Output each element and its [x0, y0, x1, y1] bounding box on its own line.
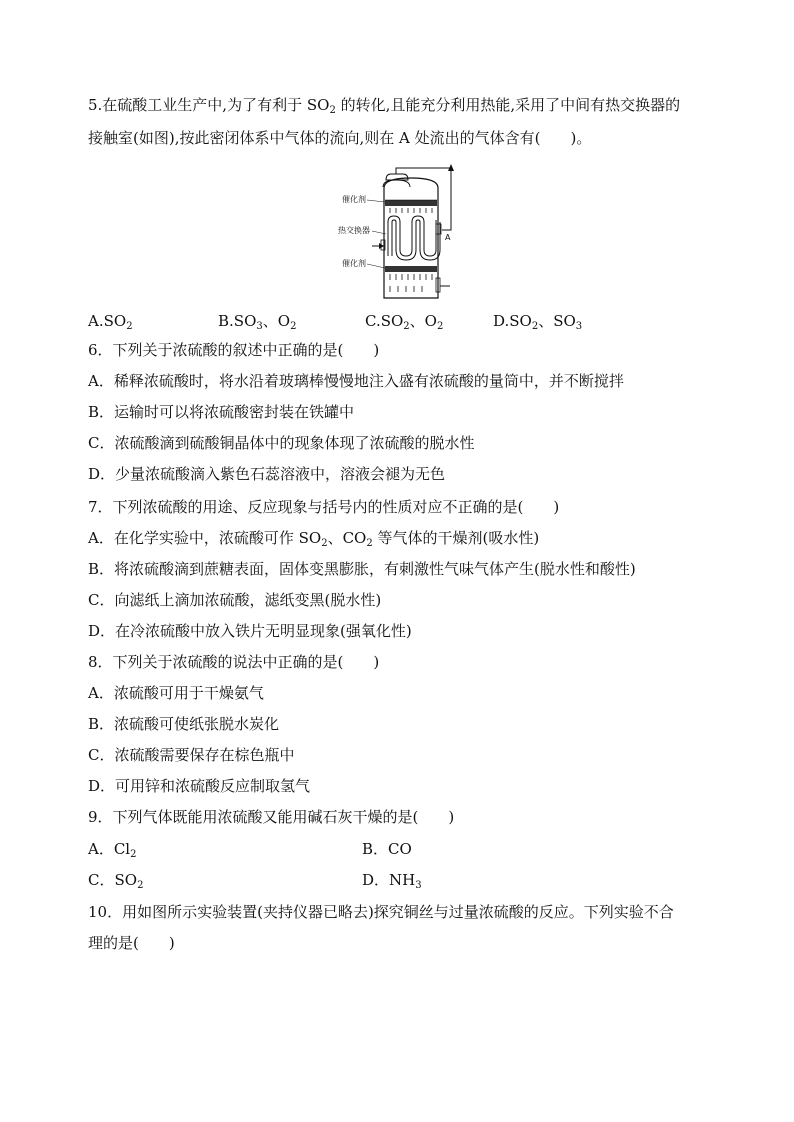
flow-arrows-bottom [390, 274, 432, 292]
q9-option-c[interactable]: C．$SO_2$ [88, 871, 144, 891]
q9-option-b[interactable]: B．CO [362, 840, 412, 858]
q6-option-a[interactable]: A．稀释浓硫酸时，将水沿着玻璃棒慢慢地注入盛有浓硫酸的量筒中，并不断搅拌 [88, 372, 624, 390]
catalyst-bed-top [385, 200, 437, 206]
q8-option-b[interactable]: B．浓硫酸可使纸张脱水炭化 [88, 715, 280, 733]
catalyst-bed-bottom [385, 266, 437, 272]
q6-stem: 6．下列关于浓硫酸的叙述中正确的是( ) [88, 341, 380, 359]
q7-option-d[interactable]: D．在冷浓硫酸中放入铁片无明显现象(强氧化性) [88, 622, 412, 640]
label-catalyst-bottom: 催化剂 [342, 259, 366, 268]
q8-option-a[interactable]: A．浓硫酸可用于干燥氨气 [88, 684, 264, 702]
q10-stem-line2: 理的是( ) [88, 934, 175, 952]
q5-stem-line2: 接触室(如图),按此密闭体系中气体的流向,则在 A 处流出的气体含有( )。 [88, 129, 592, 147]
flow-arrows-top [390, 208, 432, 213]
q8-stem: 8．下列关于浓硫酸的说法中正确的是( ) [88, 653, 380, 671]
q5-stem-line1: 5.在硫酸工业生产中,为了有利于 $SO_2$ 的转化,且能充分利用热能,采用了中间有热交换器的 [88, 96, 681, 116]
q5-option-b[interactable]: $B.SO_3$、$O_2$ [218, 312, 297, 332]
q8-option-c[interactable]: C．浓硫酸需要保存在棕色瓶中 [88, 746, 295, 764]
q6-option-b[interactable]: B．运输时可以将浓硫酸密封装在铁罐中 [88, 403, 355, 421]
q6-option-c[interactable]: C．浓硫酸滴到硫酸铜晶体中的现象体现了浓硫酸的脱水性 [88, 434, 475, 452]
q7-option-c[interactable]: C．向滤纸上滴加浓硫酸，滤纸变黑(脱水性) [88, 591, 382, 609]
arrow-right-icon [379, 243, 384, 249]
q6-option-d[interactable]: D．少量浓硫酸滴入紫色石蕊溶液中，溶液会褪为无色 [88, 465, 446, 483]
q7-option-a[interactable]: A．在化学实验中，浓硫酸可作 $SO_2$、$CO_2$ 等气体的干燥剂(吸水性) [88, 529, 540, 549]
q9-option-d[interactable]: D．$NH_3$ [362, 871, 422, 891]
label-heat-exchanger: 热交换器 [338, 226, 370, 235]
q8-option-d[interactable]: D．可用锌和浓硫酸反应制取氢气 [88, 777, 311, 795]
label-catalyst-top: 催化剂 [342, 195, 366, 204]
q7-stem: 7．下列浓硫酸的用途、反应现象与括号内的性质对应不正确的是( ) [88, 498, 560, 516]
q7-option-b[interactable]: B．将浓硫酸滴到蔗糖表面，固体变黑膨胀，有刺激性气味气体产生(脱水性和酸性) [88, 560, 636, 578]
contact-chamber-diagram [328, 160, 468, 305]
q5-option-c[interactable]: $C.SO_2$、$O_2$ [365, 312, 444, 332]
heat-exchanger-coil [388, 216, 436, 256]
q10-stem-line1: 10．用如图所示实验装置(夹持仪器已略去)探究铜丝与过量浓硫酸的反应。下列实验不合 [88, 903, 674, 921]
q5-option-a[interactable]: $A.SO_2$ [88, 312, 133, 332]
q9-stem: 9．下列气体既能用浓硫酸又能用碱石灰干燥的是( ) [88, 808, 455, 826]
q9-option-a[interactable]: A．$Cl_2$ [88, 840, 137, 860]
label-A: A [445, 233, 451, 242]
q5-option-d[interactable]: $D.SO_2$、$SO_3$ [493, 312, 583, 332]
